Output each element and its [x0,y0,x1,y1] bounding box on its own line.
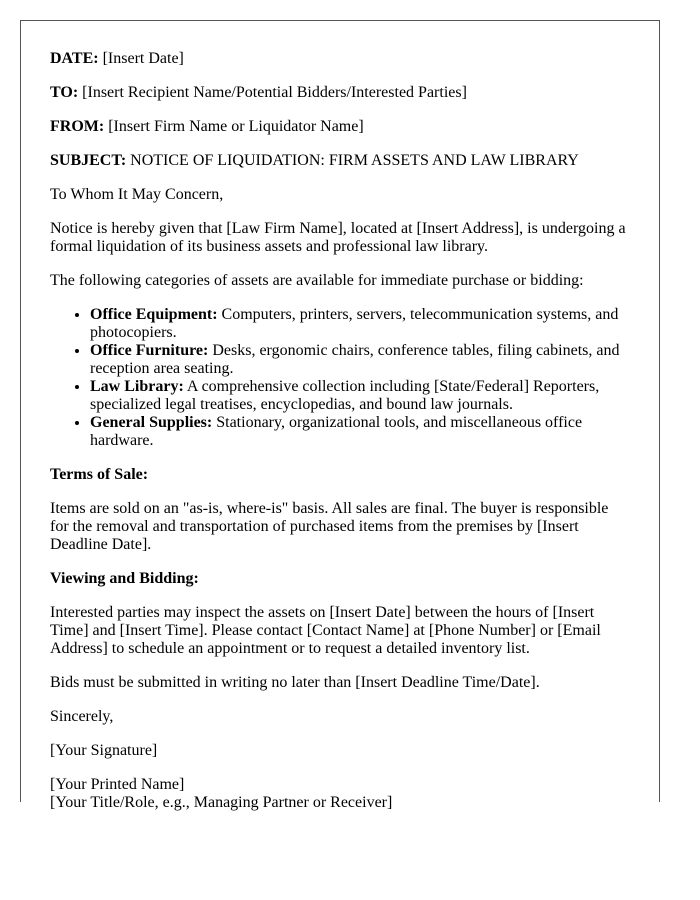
subject-label: SUBJECT: [50,152,127,169]
to-label: TO: [50,84,79,101]
asset-categories-list [50,306,630,450]
viewing-heading-text: Viewing and Bidding: [50,570,199,587]
date-line [50,50,630,68]
date-label: DATE: [50,50,99,67]
category-label: Law Library: [90,378,184,395]
intro-paragraph: Notice is hereby given that [Law Firm Name], located at [Insert Address], is undergoing a formal liquidation of its business assets and professional law library. [50,220,626,255]
list-item [90,306,630,342]
from-value: [Insert Firm Name or Liquidator Name] [104,118,364,135]
category-text: Desks, ergonomic chairs, conference tables, filing cabinets, and reception area seating. [90,342,620,377]
viewing-heading [50,570,630,588]
list-item [90,342,630,378]
valediction: Sincerely, [50,708,114,725]
to-line [50,84,630,102]
salutation: To Whom It May Concern, [50,186,224,203]
subject-line [50,152,630,170]
terms-paragraph: Items are sold on an "as-is, where-is" basis. All sales are final. The buyer is responsible for the removal and transportation of purchased items from the premises by [Insert Deadline Date]. [50,500,609,553]
list-item [90,378,630,414]
category-label: General Supplies: [90,414,213,431]
category-label: Office Furniture: [90,342,209,359]
category-label: Office Equipment: [90,306,218,323]
list-item [90,414,630,450]
bids-paragraph: Bids must be submitted in writing no later than [Insert Deadline Time/Date]. [50,674,540,691]
category-text: Computers, printers, servers, telecommunication systems, and photocopiers. [90,306,619,341]
viewing-paragraph: Interested parties may inspect the assets on [Insert Date] between the hours of [Insert Time] and [Insert Time]. Please contact [Contact Name] at [Phone Number] or [Email Address] to schedule an appointment or to request a detailed inventory list. [50,604,601,657]
from-label: FROM: [50,118,105,135]
to-value: [Insert Recipient Name/Potential Bidders/Interested Parties] [78,84,467,101]
category-text: Stationary, organizational tools, and miscellaneous office hardware. [90,414,583,449]
terms-heading [50,466,630,484]
printed-name: [Your Printed Name] [50,776,185,793]
signature-line: [Your Signature] [50,742,158,759]
terms-heading-text: Terms of Sale: [50,466,149,483]
subject-value: NOTICE OF LIQUIDATION: FIRM ASSETS AND LAW LIBRARY [126,152,579,169]
letter-body [21,21,659,812]
from-line [50,118,630,136]
title-role: [Your Title/Role, e.g., Managing Partner or Receiver] [50,794,393,811]
categories-intro: The following categories of assets are available for immediate purchase or bidding: [50,272,584,289]
category-text: A comprehensive collection including [State/Federal] Reporters, specialized legal treatises, encyclopedias, and bound law journals. [90,378,600,413]
document-page [20,20,660,811]
date-value: [Insert Date] [98,50,184,67]
